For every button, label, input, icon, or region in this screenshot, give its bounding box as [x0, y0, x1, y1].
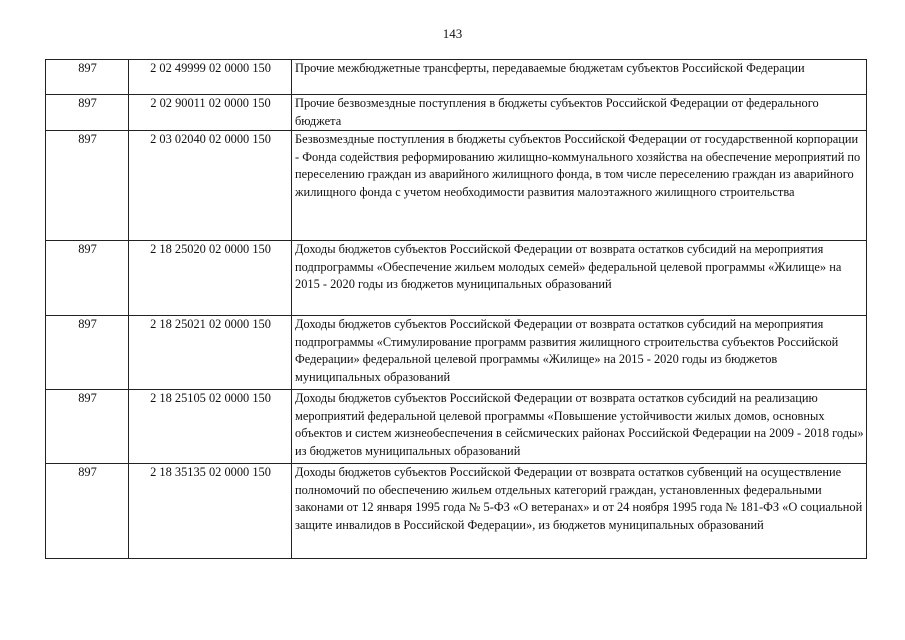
admin-code-cell: 897	[46, 316, 129, 390]
income-name-cell: Прочие межбюджетные трансферты, передаваемые бюджетам субъектов Российской Федерации	[292, 60, 867, 95]
admin-code-cell: 897	[46, 390, 129, 464]
budget-code-cell: 2 03 02040 02 0000 150	[129, 131, 292, 241]
admin-code-cell: 897	[46, 464, 129, 559]
admin-code-cell: 897	[46, 60, 129, 95]
table-row	[46, 131, 867, 241]
budget-code-cell: 2 02 90011 02 0000 150	[129, 95, 292, 131]
admin-code-cell: 897	[46, 131, 129, 241]
income-name-cell: Безвозмездные поступления в бюджеты субъектов Российской Федерации от государственной корпорации - Фонда содействия реформированию жилищно-коммунального хозяйства на обеспечение мероприятий по переселению граждан из аварийного жилищного фонда, в том числе переселению граждан из аварийного жилищного фонда с учетом необходимости развития малоэтажного жилищного строительства	[292, 131, 867, 241]
budget-code-cell: 2 18 35135 02 0000 150	[129, 464, 292, 559]
income-name-cell: Доходы бюджетов субъектов Российской Федерации от возврата остатков субсидий на мероприятия подпрограммы «Стимулирование программ развития жилищного строительства субъектов Российской Федерации» федеральной целевой программы «Жилище» на 2015 - 2020 годы из бюджетов муниципальных образований	[292, 316, 867, 390]
budget-code-cell: 2 18 25020 02 0000 150	[129, 241, 292, 316]
budget-codes-table	[45, 59, 867, 559]
budget-code-cell: 2 18 25105 02 0000 150	[129, 390, 292, 464]
admin-code-cell: 897	[46, 95, 129, 131]
table-row	[46, 316, 867, 390]
admin-code-cell: 897	[46, 241, 129, 316]
table-row	[46, 464, 867, 559]
income-name-cell: Доходы бюджетов субъектов Российской Федерации от возврата остатков субсидий на реализацию мероприятий федеральной целевой программы «Повышение устойчивости жилых домов, основных объектов и систем жизнеобеспечения в сейсмических районах Российской Федерации на 2009 - 2018 годы» из бюджетов муниципальных образований	[292, 390, 867, 464]
budget-code-cell: 2 18 25021 02 0000 150	[129, 316, 292, 390]
table-row	[46, 60, 867, 95]
budget-code-cell: 2 02 49999 02 0000 150	[129, 60, 292, 95]
income-name-cell: Доходы бюджетов субъектов Российской Федерации от возврата остатков субсидий на мероприятия подпрограммы «Обеспечение жильем молодых семей» федеральной целевой программы «Жилище» на 2015 - 2020 годы из бюджетов муниципальных образований	[292, 241, 867, 316]
income-name-cell: Доходы бюджетов субъектов Российской Федерации от возврата остатков субвенций на осуществление полномочий по обеспечению жильем отдельных категорий граждан, установленных федеральными законами от 12 января 1995 года № 5-ФЗ «О ветеранах» и от 24 ноября 1995 года № 181-ФЗ «О социальной защите инвалидов в Российской Федерации», из бюджетов муниципальных образований	[292, 464, 867, 559]
table-row	[46, 390, 867, 464]
table-row	[46, 95, 867, 131]
table-row	[46, 241, 867, 316]
income-name-cell: Прочие безвозмездные поступления в бюджеты субъектов Российской Федерации от федерального бюджета	[292, 95, 867, 131]
page-number: 143	[442, 26, 463, 41]
